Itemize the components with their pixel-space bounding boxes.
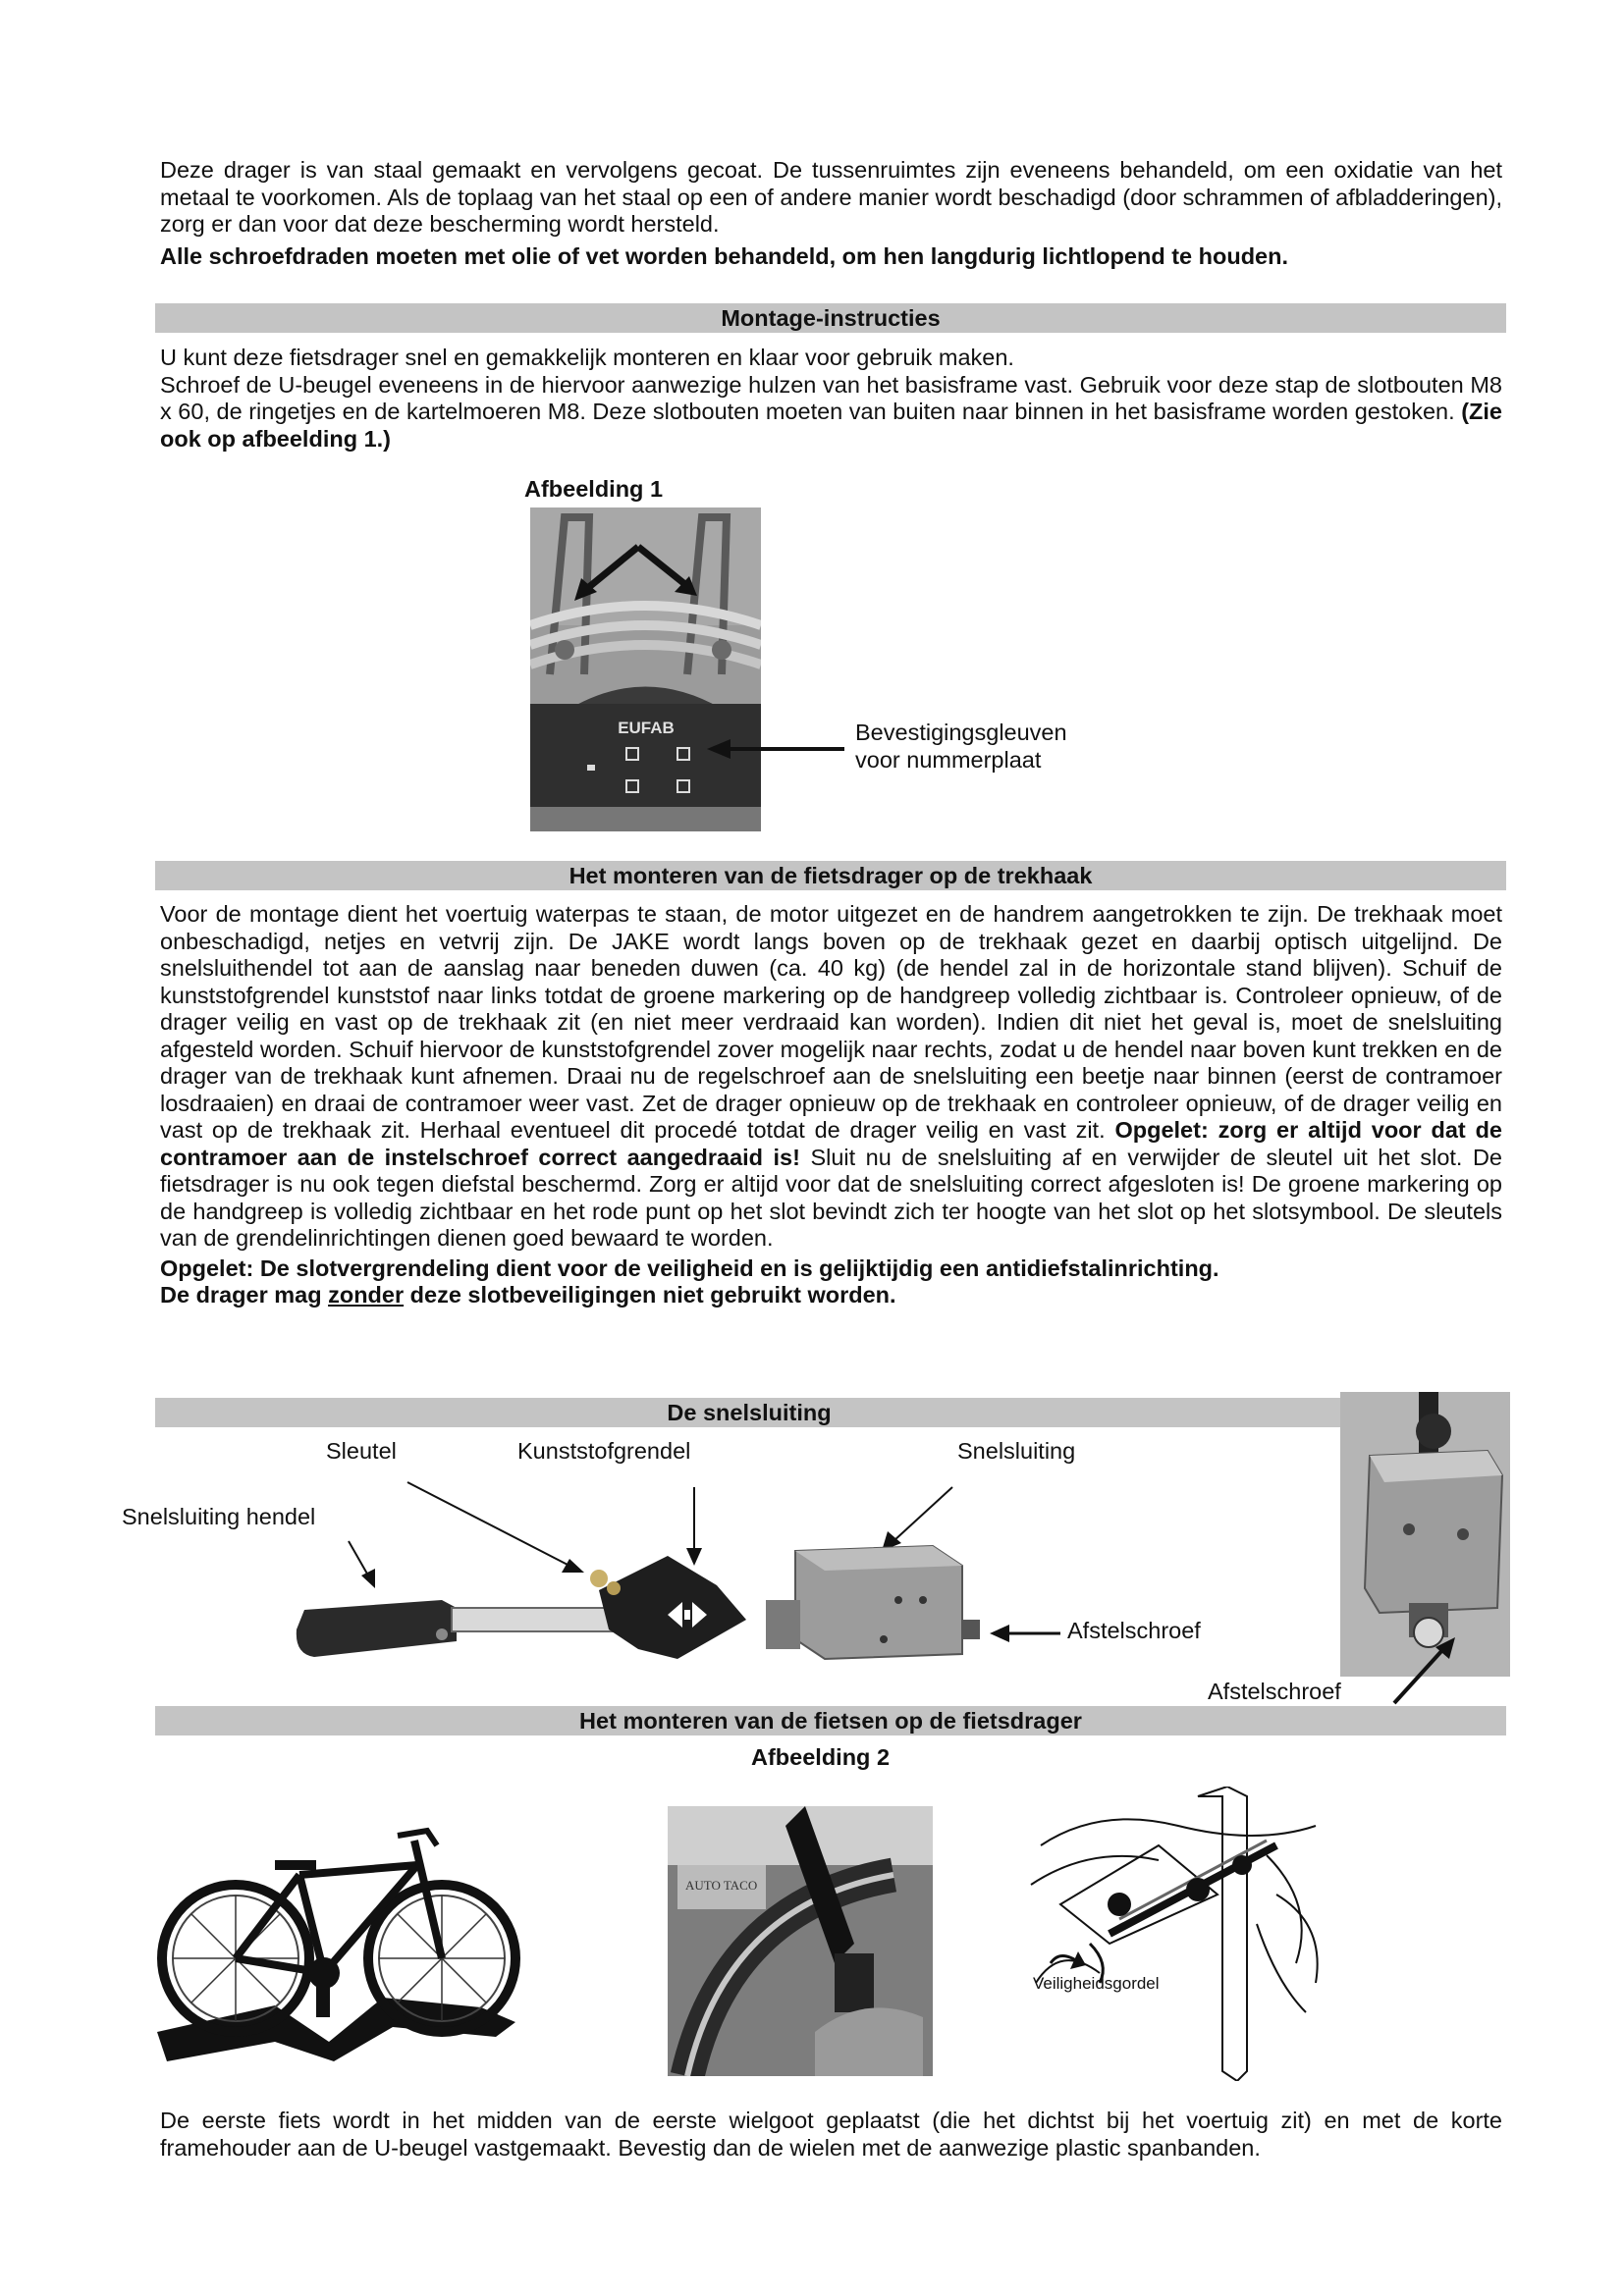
intro-paragraph [160,157,1502,270]
figure1-label-line2: voor nummerplaat [855,747,1042,773]
label-kunststofgrendel: Kunststofgrendel [517,1438,691,1464]
trekhaak-text [160,901,1502,1253]
safety-strap-illustration [1021,1787,1350,2081]
figure2-caption: Afbeelding 2 [751,1744,891,1770]
trekhaak-note2b: deze slotbeveiligingen niet gebruikt worden. [404,1282,896,1308]
intro-text: Deze drager is van staal gemaakt en vervolgens gecoat. De tussenruimtes zijn eveneens behandeld, om een oxidatie van het metaal te voorkomen. Als de toplaag van het staal op een of andere manier wordt beschadigd (door schrammen of afbladderingen), zorg er dan voor dat deze bescherming wordt hersteld. [160,157,1502,237]
section-header-montage: Montage-instructies [155,303,1506,333]
figure1-photo [530,507,761,831]
strap-photo [668,1806,933,2076]
label-snelsluiting: Snelsluiting [957,1438,1076,1464]
montage-line2: Schroef de U-beugel eveneens in de hiervoor aanwezige hulzen van het basisframe vast. Gebruik voor deze stap de slotbouten M8 x 60, de ringetjes en de kartelmoeren M8. Deze slotbouten moeten van buiten naar binnen in het basisframe worden gestoken. [160,371,1502,424]
label-snelsluiting-hendel: Snelsluiting hendel [122,1504,316,1529]
label-sleutel: Sleutel [326,1438,397,1464]
label-afstelschroef: Afstelschroef [1067,1618,1201,1643]
trekhaak-note2 [160,1282,1502,1309]
trekhaak-body2: Sluit nu de snelsluiting af en verwijder de sleutel uit het slot. De fietsdrager is nu ook tegen diefstal beschermd. Zorg er altijd voor dat de snelsluiting correct afgesloten is! De groene markering op de handgreep is volledig zichtbaar en het rode punt op het slot bevindt zich ter hoogte van het slot op het slotsymbool. De sleutels van de grendelinrichtingen dienen goed bewaard te worden. [160,1144,1502,1251]
section-header-snelsluiting: De snelsluiting [155,1398,1343,1427]
strap-photo-sign: AUTO TACO [685,1878,758,1893]
figure1-brand: EUFAB [618,719,675,737]
trekhaak-paragraph [160,901,1502,1309]
trekhaak-note2a: De drager mag [160,1282,329,1308]
afstelschroef-photo-arrow [1365,1629,1483,1708]
montage-line1: U kunt deze fietsdrager snel en gemakkelijk monteren en klaar voor gebruik maken. [160,345,1014,370]
section-header-trekhaak: Het monteren van de fietsdrager op de trekhaak [155,861,1506,890]
trekhaak-note1: Opgelet: De slotvergrendeling dient voor de veiligheid en is gelijktijdig een antidiefstalinrichting. [160,1255,1219,1281]
strap-photo-illustration [668,1806,933,2076]
section-header-fietsen: Het monteren van de fietsen op de fietsdrager [155,1706,1506,1735]
intro-bold-note: Alle schroefdraden moeten met olie of vet worden behandeld, om hen langdurig lichtlopend te houden. [160,242,1288,269]
trekhaak-note2-underlined: zonder [328,1282,405,1308]
figure1-caption: Afbeelding 1 [524,476,664,502]
figure1-pointer-arrow [687,726,864,766]
trekhaak-body: Voor de montage dient het voertuig waterpas te staan, de motor uitgezet en de handrem aangetrokken te zijn. De trekhaak moet onbeschadigd, netjes en vetvrij zijn. De JAKE wordt langs boven op de trekhaak gezet en daarbij optisch uitgelijnd. De snelsluithendel tot aan de aanslag naar beneden duwen (ca. 40 kg) (de hendel zal in de horizontale stand blijven). Schuif de kunststofgrendel kunststof naar links totdat de groene markering op de handgreep volledig zichtbaar is. Controleer opnieuw, of de drager veilig en vast op de trekhaak zit (en niet meer verdraaid kan worden). Indien dit niet het geval is, moet de snelsluiting afgesteld worden. Schuif hiervoor de kunststofgrendel zover mogelijk naar rechts, zodat u de hendel naar boven kunt trekken en de drager van de trekhaak kunt afnemen. Draai nu de regelschroef aan de snelsluiting een beetje naar binnen (eerst de contramoer losdraaien) en draai de contramoer weer vast. Zet de drager opnieuw op de trekhaak en controleer opnieuw, of de drager veilig en vast op de trekhaak zit. Herhaal eventueel dit procedé totdat de drager veilig en vast zit. [160,901,1502,1143]
figure1-illustration [530,507,761,831]
outro-paragraph: De eerste fiets wordt in het midden van de eerste wielgoot geplaatst (die het dichtst bij het voertuig zit) en met de korte framehouder aan de U-beugel vastgemaakt. Bevestig dan de wielen met de aanwezige plastic spanbanden. [160,2108,1502,2161]
trekhaak-warning: Opgelet: zorg er altijd voor dat de contramoer aan de instelschroef correct aangedraaid is! [160,1117,1503,1170]
montage-text [160,372,1502,454]
figure1-label-line1: Bevestigingsgleuven [855,720,1067,745]
label-afstelschroef-photo: Afstelschroef [1208,1679,1341,1704]
montage-ref: (Zie ook op afbeelding 1.) [160,399,1502,452]
bicycle-illustration [157,1811,530,2076]
snelsluiting-diagram [118,1463,1080,1698]
label-veiligheidsgordel: Veiligheidsgordel [1033,1974,1160,1993]
montage-paragraph [160,345,1502,453]
